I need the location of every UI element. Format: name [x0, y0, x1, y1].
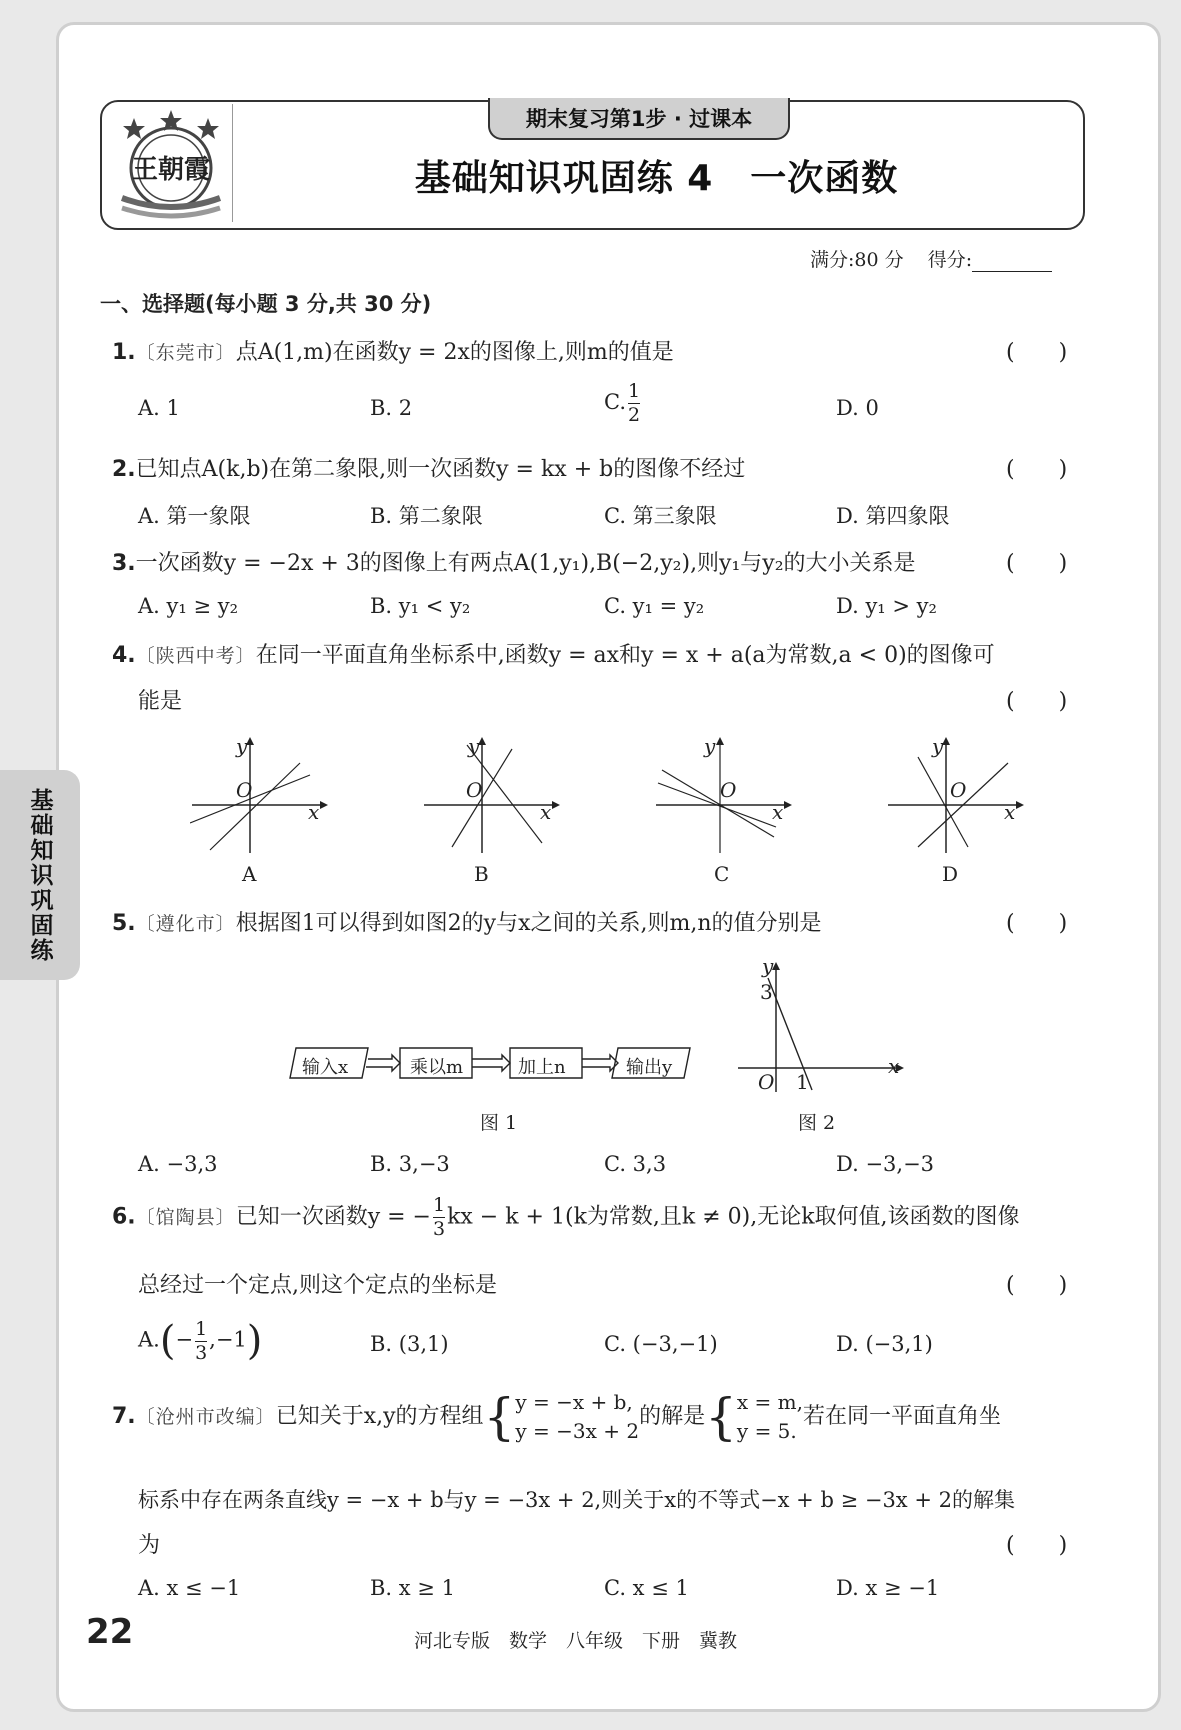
question-7: 7.〔沧州市改编〕已知关于x,y的方程组{ y = −x + b, y = −3x + 2 的解是{ x = m, y = 5. 若在同一平面直角坐 [112, 1388, 1001, 1446]
answer-blank-7[interactable]: ( ) [1006, 1533, 1068, 1558]
side-tab: 基础知识巩固练 [0, 770, 80, 980]
fraction: $\frac{1}{3}$ [432, 1194, 446, 1240]
answer-blank-5[interactable]: ( ) [1006, 911, 1068, 936]
q2-option-d[interactable]: D. 第四象限 [836, 504, 950, 528]
answer-blank-1[interactable]: ( ) [1006, 340, 1068, 365]
question-1: 1.〔东莞市〕点A(1,m)在函数y = 2x的图像上,则m的值是 [112, 340, 674, 365]
graph-x-tick: 1 [796, 1070, 809, 1094]
publisher-logo [114, 106, 228, 220]
question-3: 3.一次函数y = −2x + 3的图像上有两点A(1,y₁),B(−2,y₂),则y₁与y₂的大小关系是 [112, 551, 916, 576]
answer-blank-4[interactable]: ( ) [1006, 689, 1068, 714]
q1-option-d[interactable]: D. 0 [836, 396, 879, 420]
q6-option-b[interactable]: B. (3,1) [370, 1332, 449, 1356]
q4-graph-b[interactable] [422, 735, 562, 855]
q7-option-c[interactable]: C. x ≤ 1 [604, 1576, 689, 1600]
flow-box-input: 输入x [302, 1057, 349, 1078]
q4-label-b: B [474, 862, 489, 886]
graph-y-tick: 3 [760, 980, 773, 1004]
figure-1-caption: 图 1 [480, 1112, 518, 1134]
question-2: 2.已知点A(k,b)在第二象限,则一次函数y = kx + b的图像不经过 [112, 457, 746, 482]
q3-option-d[interactable]: D. y₁ > y₂ [836, 594, 937, 618]
flow-box-multiply: 乘以m [410, 1057, 464, 1078]
q1-option-b[interactable]: B. 2 [370, 396, 413, 420]
svg-text:王朝霞: 王朝霞 [131, 155, 211, 185]
q3-option-c[interactable]: C. y₁ = y₂ [604, 594, 705, 618]
q5-option-c[interactable]: C. 3,3 [604, 1152, 667, 1176]
page-sheet [56, 22, 1161, 1712]
flow-box-add: 加上n [518, 1057, 566, 1078]
question-6: 6.〔馆陶县〕已知一次函数y = − $\frac{1}{3}$ kx − k + 1(k为常数,且k ≠ 0),无论k取何值,该函数的图像 [112, 1194, 1020, 1240]
fraction: $\frac{1}{2}$ [628, 380, 641, 426]
answer-blank-3[interactable]: ( ) [1006, 551, 1068, 576]
section-heading: 一、选择题(每小题 3 分,共 30 分) [100, 292, 432, 316]
page-title: 基础知识巩固练 4 一次函数 [414, 158, 899, 199]
q1-option-c[interactable]: C. $\frac{1}{2}$ [604, 380, 641, 426]
q4-graph-a[interactable] [190, 735, 330, 855]
q6-option-c[interactable]: C. (−3,−1) [604, 1332, 718, 1356]
flow-box-output: 输出y [626, 1057, 673, 1078]
question-7-cont: 标系中存在两条直线y = −x + b与y = −3x + 2,则关于x的不等式−x + b ≥ −3x + 2的解集 [138, 1488, 1015, 1512]
score-blank[interactable] [972, 251, 1052, 272]
series-tab: 期末复习第1步 · 过课本 [488, 98, 790, 140]
score-line [810, 245, 1052, 272]
fraction: $\frac{1}{3}$ [195, 1317, 208, 1364]
question-4: 4.〔陕西中考〕在同一平面直角坐标系中,函数y = ax和y = x + a(a为常数,a < 0)的图像可 [112, 643, 995, 668]
q7-option-a[interactable]: A. x ≤ −1 [138, 1576, 241, 1600]
footer: 河北专版 数学 八年级 下册 冀教 [414, 1630, 738, 1652]
q7-option-b[interactable]: B. x ≥ 1 [370, 1576, 455, 1600]
q2-option-b[interactable]: B. 第二象限 [370, 504, 483, 528]
q5-option-a[interactable]: A. −3,3 [138, 1152, 218, 1176]
q3-option-a[interactable]: A. y₁ ≥ y₂ [138, 594, 239, 618]
answer-blank-6[interactable]: ( ) [1006, 1273, 1068, 1298]
question-7-cont2: 为 [138, 1533, 161, 1558]
question-5: 5.〔遵化市〕根据图1可以得到如图2的y与x之间的关系,则m,n的值分别是 [112, 911, 822, 936]
q2-option-a[interactable]: A. 第一象限 [138, 504, 251, 528]
score-label: 得分: [927, 249, 973, 271]
q3-option-b[interactable]: B. y₁ < y₂ [370, 594, 471, 618]
figure-2-caption: 图 2 [798, 1112, 836, 1134]
q4-label-c: C [714, 862, 730, 886]
page-number: 22 [86, 1612, 134, 1652]
q6-option-a[interactable]: A.(− $\frac{1}{3}$ ,−1) [138, 1317, 263, 1364]
q2-option-c[interactable]: C. 第三象限 [604, 504, 717, 528]
q4-label-d: D [942, 862, 959, 886]
q4-label-a: A [242, 862, 257, 886]
equation-system: y = −x + b, y = −3x + 2 [515, 1390, 640, 1443]
full-score: 满分:80 分 [810, 249, 904, 271]
question-6-cont: 总经过一个定点,则这个定点的坐标是 [138, 1273, 497, 1298]
solution-system: x = m, y = 5. [736, 1390, 803, 1443]
q6-option-d[interactable]: D. (−3,1) [836, 1332, 933, 1356]
question-4-cont: 能是 [138, 689, 183, 714]
answer-blank-2[interactable]: ( ) [1006, 457, 1068, 482]
q1-option-a[interactable]: A. 1 [138, 396, 180, 420]
q7-option-d[interactable]: D. x ≥ −1 [836, 1576, 940, 1600]
q5-option-b[interactable]: B. 3,−3 [370, 1152, 450, 1176]
q5-option-d[interactable]: D. −3,−3 [836, 1152, 935, 1176]
